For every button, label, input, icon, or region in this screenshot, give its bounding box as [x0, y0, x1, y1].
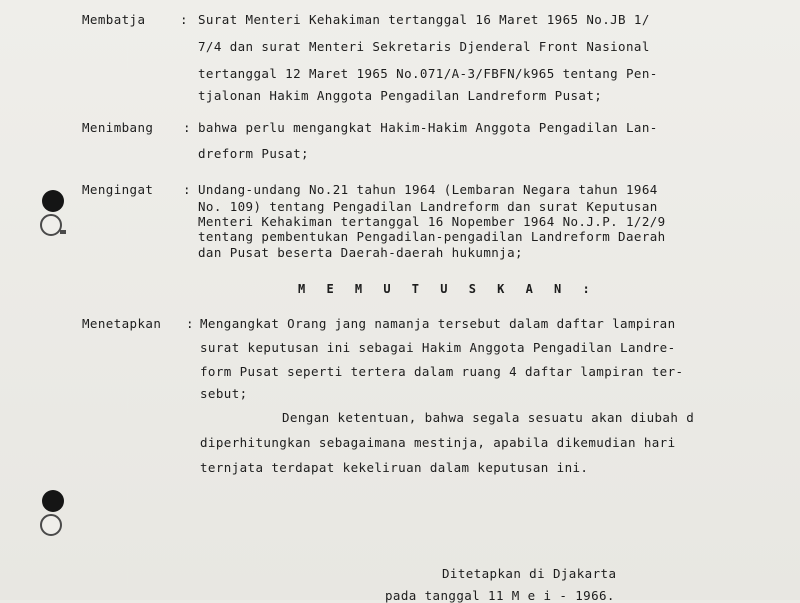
punch-hole-icon	[42, 490, 64, 512]
ketentuan-line-2: diperhitungkan sebagaimana mestinja, apabila dikemudian hari	[200, 435, 676, 450]
colon-membatja: :	[180, 12, 188, 27]
mengingat-line-1: Undang-undang No.21 tahun 1964 (Lembaran Negara tahun 1964	[198, 182, 658, 197]
mengingat-line-4: tentang pembentukan Pengadilan-pengadilan Landreform Daerah	[198, 229, 666, 244]
menetapkan-line-2: surat keputusan ini sebagai Hakim Anggota Pengadilan Landre-	[200, 340, 676, 355]
mengingat-line-3: Menteri Kehakiman tertanggal 16 Nopember 1964 No.J.P. 1/2/9	[198, 214, 666, 229]
label-mengingat: Mengingat	[82, 182, 154, 197]
label-membatja: Membatja	[82, 12, 146, 27]
punch-hole-ring-icon	[40, 514, 62, 536]
menetapkan-line-4: sebut;	[200, 386, 248, 401]
ketentuan-line-1: Dengan ketentuan, bahwa segala sesuatu akan diubah d	[282, 410, 695, 425]
ketentuan-line-3: ternjata terdapat kekeliruan dalam keputusan ini.	[200, 460, 589, 475]
punch-hole-icon	[42, 190, 64, 212]
menetapkan-line-3: form Pusat seperti tertera dalam ruang 4 daftar lampiran ter-	[200, 364, 684, 379]
punch-hole-ring-icon	[40, 214, 62, 236]
colon-mengingat: :	[183, 182, 191, 197]
membatja-line-2: 7/4 dan surat Menteri Sekretaris Djenderal Front Nasional	[198, 39, 650, 54]
mengingat-line-5: dan Pusat beserta Daerah-daerah hukumnja;	[198, 245, 523, 260]
mengingat-line-2: No. 109) tentang Pengadilan Landreform dan surat Keputusan	[198, 199, 658, 214]
menimbang-line-2: dreform Pusat;	[198, 146, 309, 161]
membatja-line-3: tertanggal 12 Maret 1965 No.071/A-3/FBFN/k965 tentang Pen-	[198, 66, 658, 81]
ink-mark-icon	[60, 230, 66, 234]
membatja-line-1: Surat Menteri Kehakiman tertanggal 16 Maret 1965 No.JB 1/	[198, 12, 650, 27]
menetapkan-line-1: Mengangkat Orang jang namanja tersebut dalam daftar lampiran	[200, 316, 676, 331]
colon-menetapkan: :	[186, 316, 194, 331]
menimbang-line-1: bahwa perlu mengangkat Hakim-Hakim Anggota Pengadilan Lan-	[198, 120, 658, 135]
colon-menimbang: :	[183, 120, 191, 135]
closing-place: Ditetapkan di Djakarta	[442, 566, 617, 581]
closing-date: pada tanggal 11 M e i - 1966.	[385, 588, 615, 603]
label-menimbang: Menimbang	[82, 120, 154, 135]
label-menetapkan: Menetapkan	[82, 316, 162, 331]
membatja-line-4: tjalonan Hakim Anggota Pengadilan Landreform Pusat;	[198, 88, 603, 103]
memutuskan-heading: M E M U T U S K A N :	[298, 282, 597, 296]
